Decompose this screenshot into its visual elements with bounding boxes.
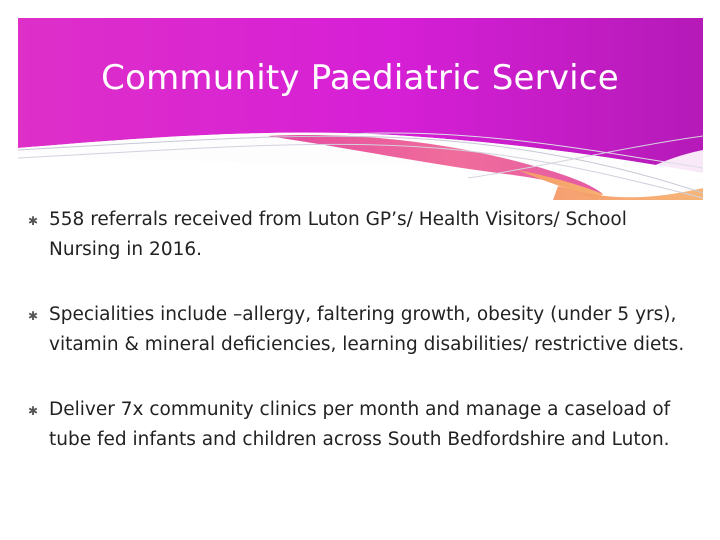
asterisk-bullet-icon: ✱ xyxy=(28,309,39,323)
slide-title: Community Paediatric Service xyxy=(101,58,619,98)
list-item xyxy=(28,395,698,455)
asterisk-bullet-icon: ✱ xyxy=(28,404,39,418)
banner-background xyxy=(18,18,703,200)
bullet-text: Deliver 7x community clinics per month and manage a caseload of tube fed infants and children across South Bedfordshire and Luton. xyxy=(49,399,671,450)
bullet-list xyxy=(28,205,698,490)
asterisk-bullet-icon: ✱ xyxy=(28,214,39,228)
bullet-text: 558 referrals received from Luton GP’s/ Health Visitors/ School Nursing in 2016. xyxy=(49,209,627,260)
bullet-text: Specialities include –allergy, faltering growth, obesity (under 5 yrs), vitamin & mineral deficiencies, learning disabilities/ restrictive diets. xyxy=(49,304,685,355)
list-item xyxy=(28,205,698,265)
list-item xyxy=(28,300,698,360)
title-banner xyxy=(18,18,703,200)
